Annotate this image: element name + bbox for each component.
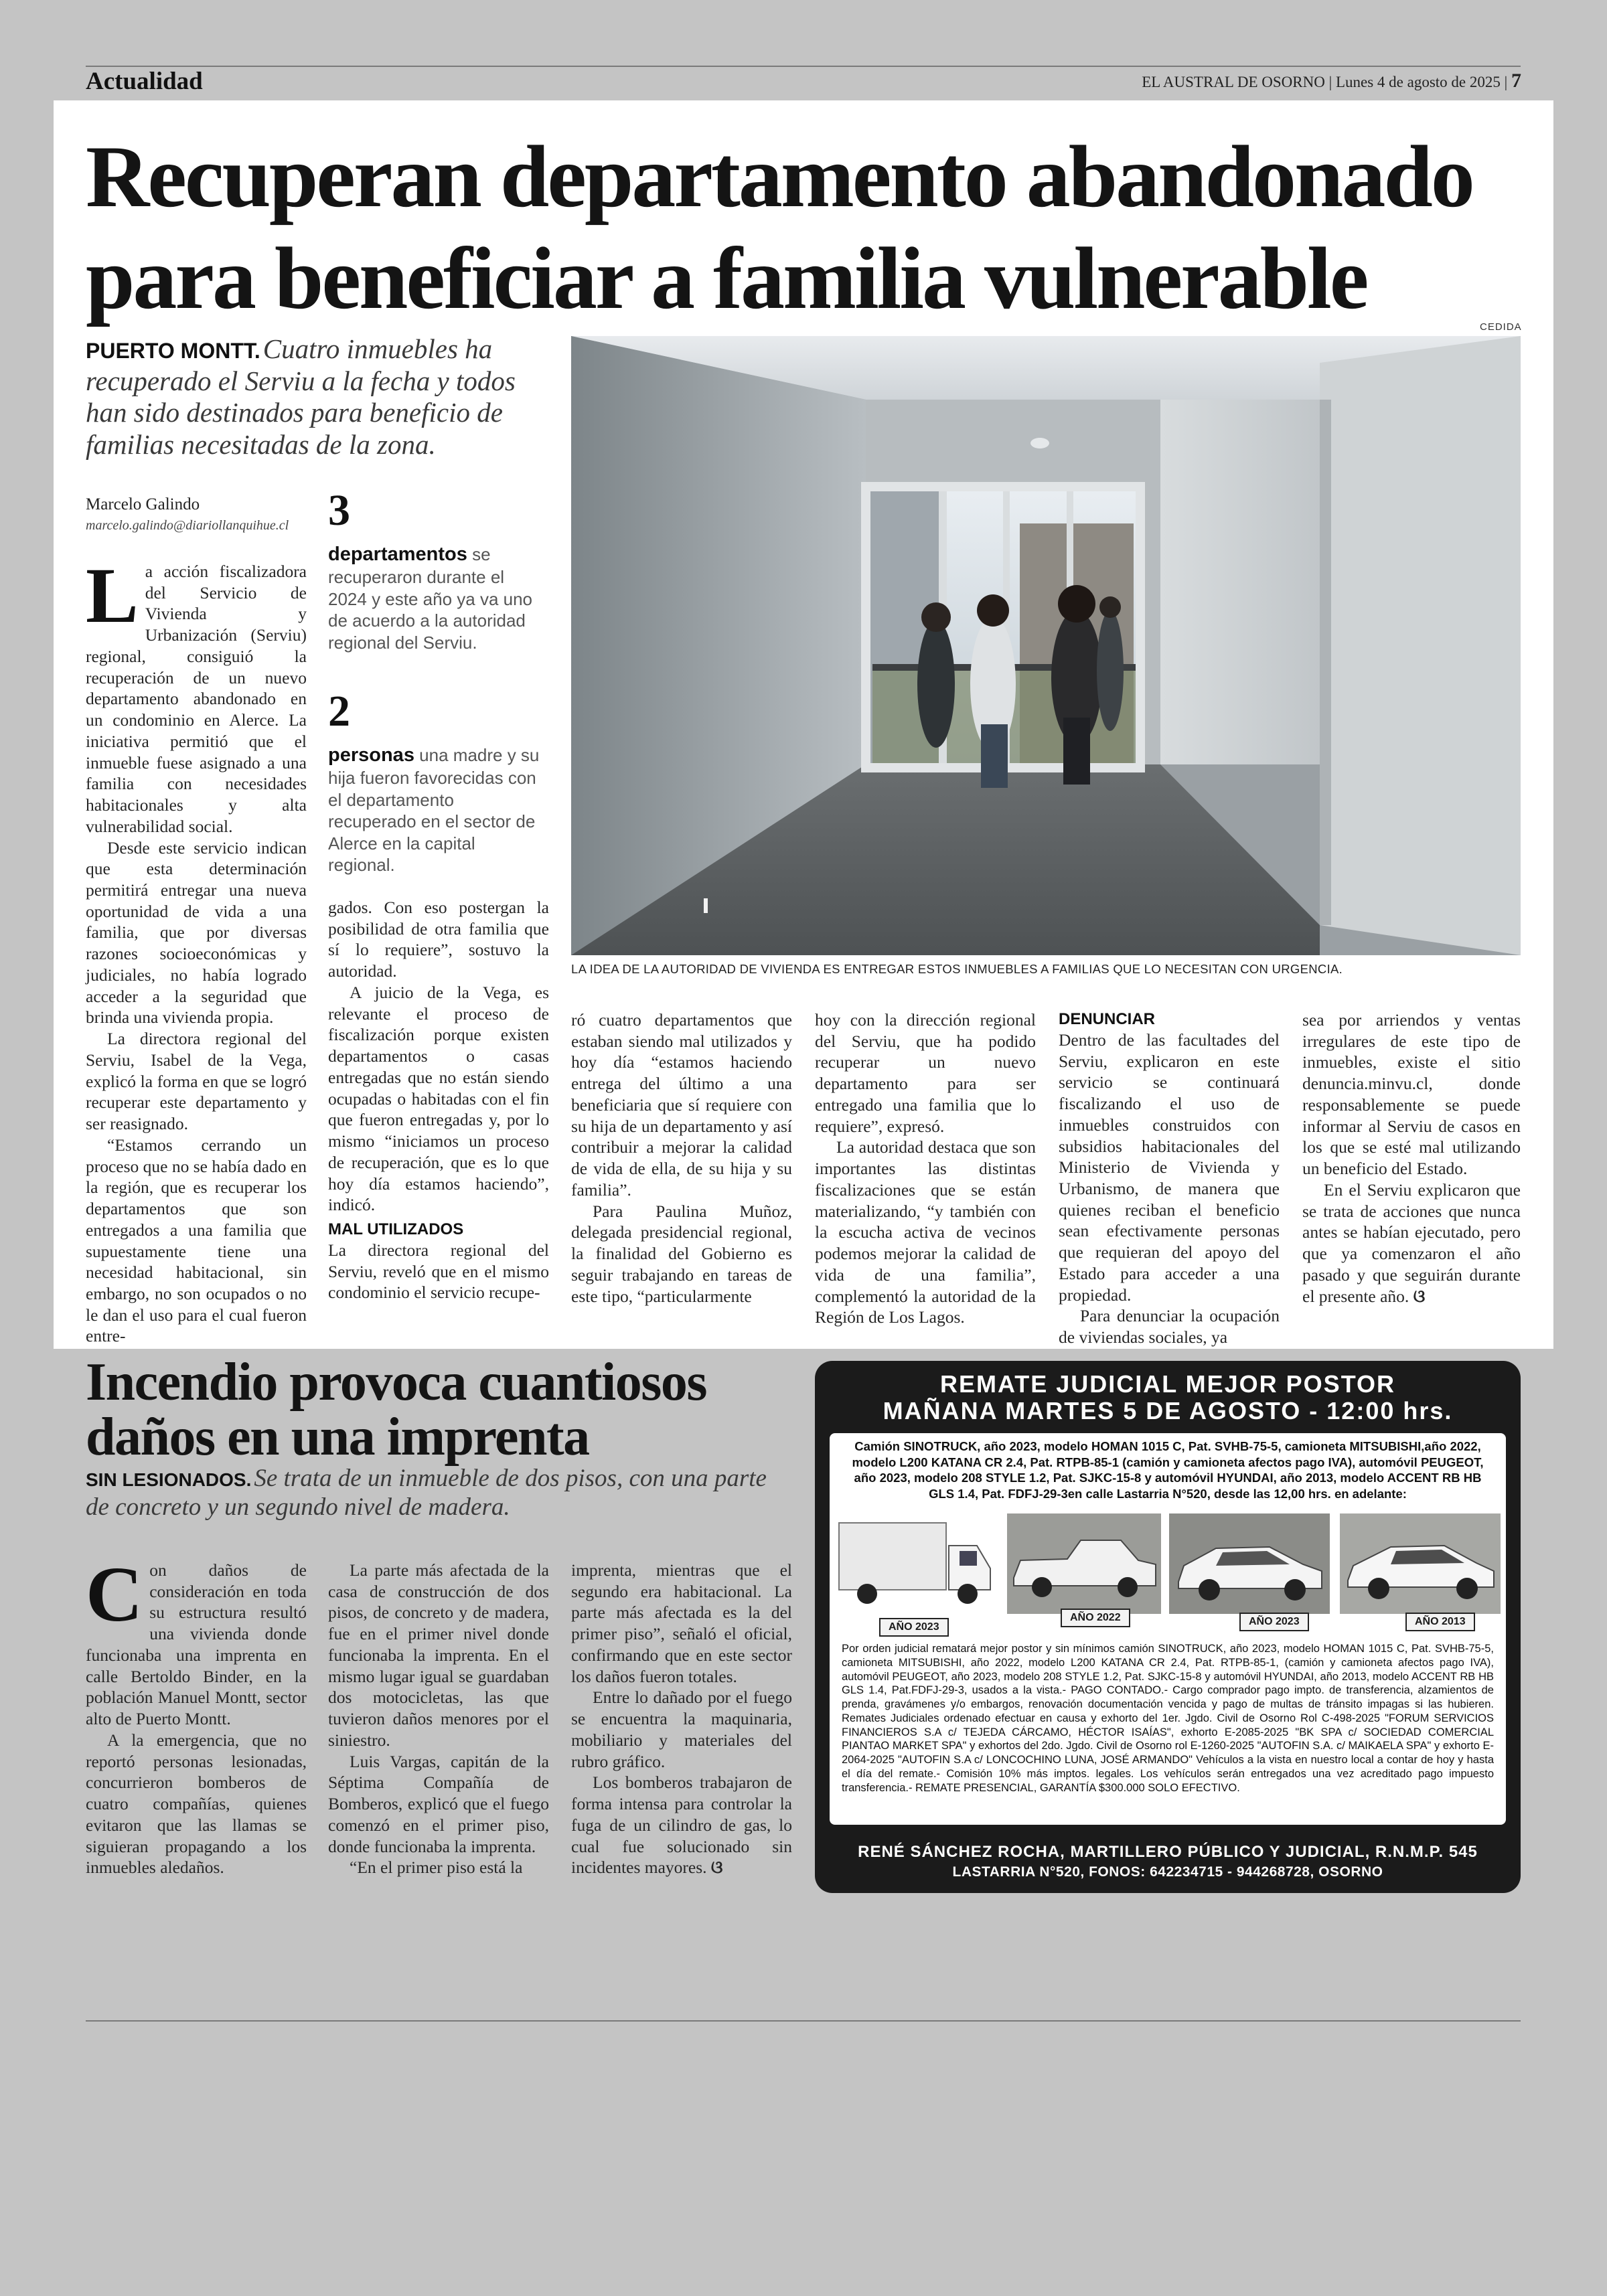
paragraph: “En el primer piso está la <box>350 1858 523 1878</box>
year-tag-peugeot: AÑO 2023 <box>1239 1613 1309 1631</box>
headline-line-2: para beneficiar a familia vulnerable <box>86 229 1367 327</box>
article-deck <box>86 333 541 461</box>
paragraph: En el Serviu explicaron que se trata de acciones que nunca antes se habían ejecutado, pero que ya comenzaron el año pasado y que seguirán durante el presente año. <box>1302 1179 1521 1306</box>
fact-2-text <box>328 743 542 876</box>
paragraph: ró cuatro departamentos que estaban siendo mal utilizados y hoy día “estamos haciendo entrega del último a una beneficiaria que sí requiere con su hija de un departamento y así contribuir a mejorar la calidad de vida de ella, de su hija y su familia”. <box>571 1010 792 1200</box>
fire-drop-cap: C <box>86 1550 143 1638</box>
bottom-rule <box>86 2020 1521 2022</box>
apartment-interior-photo <box>571 336 1521 955</box>
fact-2-bold: personas <box>328 744 414 766</box>
ad-content-box <box>830 1433 1506 1825</box>
photo-credit: CEDIDA <box>1480 321 1522 333</box>
paragraph: gados. Con eso postergan la posibilidad de otra familia que sí lo requiere”, sostuvo la autoridad. <box>328 898 549 981</box>
fact-box-1 <box>328 486 542 653</box>
paragraph: sea por arriendos y ventas irregulares de este tipo de inmuebles, existe el sitio denuncia.minvu.cl, donde responsablemente se puede informar al Serviu de casos en los que se esté mal utilizando un beneficio del Estado. <box>1302 1010 1521 1179</box>
fact-2-desc: una madre y su hija fueron favorecidas con el departamento recuperado en el sector de Alerce en la capital regional. <box>328 745 540 876</box>
fact-1-text <box>328 542 542 653</box>
paragraph: A juicio de la Vega, es relevante el proceso de fiscalización porque existen departamentos o casas entregadas que no están siendo ocupadas o habitadas con el fin que fueron entregadas y, por lo mismo “iniciamos un proceso de recuperación, que es lo que hoy día estamos haciendo”, indicó. <box>328 982 549 1215</box>
article-column-1 <box>86 552 307 1347</box>
paragraph: Para denunciar la ocupación de viviendas sociales, ya <box>1059 1306 1280 1347</box>
section-label: Actualidad <box>86 68 203 95</box>
publication-name: EL AUSTRAL DE OSORNO <box>1142 74 1325 90</box>
ad-title-line-1: REMATE JUDICIAL MEJOR POSTOR <box>939 1370 1396 1398</box>
fire-column-1 <box>86 1550 307 1878</box>
year-tag-pickup: AÑO 2022 <box>1061 1609 1130 1627</box>
fire-article-headline <box>86 1353 707 1467</box>
headline-line-1: Recuperan departamento abandonado <box>86 127 1473 226</box>
article-column-6 <box>1302 1009 1521 1307</box>
paragraph: A la emergencia, que no reportó personas lesionadas, concurrieron bomberos de cuatro compañías, quienes evitaron que las llamas se siguieran propagando a los inmuebles aledaños. <box>86 1730 307 1878</box>
paragraph: imprenta, mientras que el segundo era habitacional. La parte más afectada es la del primer piso”, señaló el oficial, confirmando que en este sector los daños fueron totales. <box>571 1560 792 1686</box>
truck-photo <box>835 1513 996 1614</box>
publication-info <box>1142 70 1521 92</box>
drop-cap: L <box>86 552 139 639</box>
paragraph: Los bomberos trabajaron de forma intensa para controlar la fuga de un cilindro de gas, lo cual fue solucionado sin incidentes mayores. <box>571 1773 792 1878</box>
ad-footer-line-1: RENÉ SÁNCHEZ ROCHA, MARTILLERO PÚBLICO Y JUDICIAL, R.N.M.P. 545 <box>858 1843 1478 1861</box>
auction-advertisement <box>815 1361 1521 1893</box>
paragraph: Para Paulina Muñoz, delegada presidencial regional, la finalidad del Gobierno es seguir trabajando en tareas de este tipo, “particularmente <box>571 1201 792 1306</box>
deck-text: Cuatro inmuebles ha recuperado el Serviu a la fecha y todos han sido destinados para beneficio de familias necesitadas de la zona. <box>86 333 516 460</box>
paragraph: on daños de consideración en toda su estructura resultó una vivienda donde funcionaba una imprenta en calle Bertoldo Binder, en la población Manuel Montt, sector alto de Puerto Montt. <box>86 1560 307 1729</box>
article-headline <box>86 127 1473 327</box>
fact-box-2 <box>328 689 542 876</box>
paragraph: Desde este servicio indican que esta determinación permitirá entregar una nueva oportunidad de vida a una familia, que por diversas razones socioeconómicas y judiciales, no había logrado acceder a la seguridad que brinda una vivienda propia. <box>86 837 307 1028</box>
kicker: PUERTO MONTT. <box>86 339 260 363</box>
paragraph: Entre lo dañado por el fuego se encuentra la maquinaria, mobiliario y materiales del rubro gráfico. <box>571 1688 792 1771</box>
byline-email: marcelo.galindo@diariollanquihue.cl <box>86 518 289 533</box>
paragraph: La autoridad destaca que son importantes las distintas fiscalizaciones que se están materializando, “y también con la escucha activa de vecinos podemos mejorar la calidad de vida de una familia”, complementó la autoridad de la Región de Los Lagos. <box>815 1137 1036 1327</box>
ad-summary: Camión SINOTRUCK, año 2023, modelo HOMAN 1015 C, Pat. SVHB-75-5, camioneta MITSUBISHI,año 2022, modelo L200 KATANA CR 2.4, Pat. RTPB-85-1 (camión y camioneta afectos pago IVA), automóvil PEUGEOT, año 2023, modelo 208 STYLE 1.2, Pat. SJKC-15-8 y automóvil HYUNDAI, año 2013, modelo ACCENT RB HB GLS 1.4, Pat. FDFJ-29-3en calle Lastarria N°520, desde las 12,00 hrs. en adelante: <box>852 1439 1484 1501</box>
year-tag-truck: AÑO 2023 <box>879 1618 949 1637</box>
byline-name: Marcelo Galindo <box>86 495 200 513</box>
issue-date: | Lunes 4 de agosto de 2025 | <box>1328 74 1508 90</box>
article-photo <box>571 336 1521 955</box>
paragraph: Dentro de las facultades del Serviu, explicaron en este servicio se continuará fiscalizando el uso de inmuebles construidos con subsidios habitacionales del Ministerio de Vivienda y Urbanismo, de manera que quienes reciban el beneficio sean efectivamente personas que requieran del apoyo del Estado para acceder a una propiedad. <box>1059 1030 1280 1305</box>
paragraph: Luis Vargas, capitán de la Séptima Compañía de Bomberos, explicó que el fuego comenzó en el primer piso, donde funcionaba la imprenta. <box>328 1751 549 1856</box>
ad-footer-line-2: LASTARRIA N°520, FONOS: 642234715 - 944268728, OSORNO <box>952 1864 1383 1880</box>
year-tag-hyundai: AÑO 2013 <box>1405 1613 1475 1631</box>
pickup-truck-photo <box>1007 1513 1161 1614</box>
article-column-3 <box>571 1009 792 1307</box>
paragraph: “Estamos cerrando un proceso que no se había dado en la región, que es recuperar los departamentos que son entregados a una familia que supuestamente tiene una necesidad habitacional, sin embargo, no son ocupados o no le dan el uso para el cual fueron entre- <box>86 1135 307 1346</box>
byline <box>86 495 289 534</box>
fact-1-bold: departamentos <box>328 544 467 565</box>
paragraph: La parte más afectada de la casa de construcción de dos pisos, de concreto y de madera, fue en el primer nivel donde funcionaba la imprenta. En el mismo lugar igual se guardaban dos motocicletas, las que tuvieron daños menores por el siniestro. <box>328 1560 549 1750</box>
end-mark-icon: ଓ <box>710 1858 723 1878</box>
ad-title-line-2: MAÑANA MARTES 5 DE AGOSTO - 12:00 hrs. <box>883 1397 1453 1424</box>
fire-headline-line-2: daños en una imprenta <box>86 1408 589 1467</box>
fire-headline-line-1: Incendio provoca cuantiosos <box>86 1353 707 1412</box>
article-column-5 <box>1059 1009 1280 1348</box>
paragraph: La directora regional del Serviu, reveló que en el mismo condominio el servicio recupe- <box>328 1240 549 1303</box>
fire-article-deck <box>86 1465 769 1522</box>
fact-2-number: 2 <box>328 687 350 736</box>
subhead-denunciar: DENUNCIAR <box>1059 1010 1155 1028</box>
photo-caption: LA IDEA DE LA AUTORIDAD DE VIVIENDA ES ENTREGAR ESTOS INMUEBLES A FAMILIAS QUE LO NECESITAN CON URGENCIA. <box>571 962 1343 976</box>
peugeot-car-photo <box>1169 1513 1330 1614</box>
fire-deck-text: Se trata de un inmueble de dos pisos, con una parte de concreto y un segundo nivel de madera. <box>86 1465 767 1521</box>
fire-column-3 <box>571 1560 792 1879</box>
header-top-rule <box>86 66 1521 67</box>
article-column-4 <box>815 1009 1036 1328</box>
article-column-2 <box>328 897 549 1303</box>
end-mark-icon: ଓ <box>1413 1287 1426 1306</box>
paragraph: La directora regional del Serviu, Isabel de la Vega, explicó la forma en que se logró recuperar este departamento y ser reasignado. <box>86 1029 307 1134</box>
page-number: 7 <box>1511 70 1521 92</box>
hyundai-car-photo <box>1340 1513 1501 1614</box>
fact-1-desc: se recuperaron durante el 2024 y este año ya va uno de acuerdo a la autoridad regional del Serviu. <box>328 544 533 653</box>
paragraph: a acción fiscalizadora del Servicio de Vivienda y Urbanización (Serviu) regional, consiguió la recuperación de un nuevo departamento abandonado en un condominio en Alerce. La iniciativa permitió que el inmueble fuese asignado a una familia con necesidades habitacionales y alta vulnerabilidad social. <box>86 562 307 836</box>
subhead-mal-utilizados: MAL UTILIZADOS <box>328 1220 464 1239</box>
fire-column-2 <box>328 1560 549 1878</box>
ad-legal-text: Por orden judicial rematará mejor postor y sin mínimos camión SINOTRUCK, año 2023, modelo HOMAN 1015 C, Pat. SVHB-75-5, camioneta MITSUBISHI, año 2022, modelo L200 KATANA CR 2.4, Pat. RTPB-85-1, (camión y camioneta afectos pago IVA), automóvil PEUGEOT, año 2023, modelo 208 STYLE 1.2, Pat. SJKC-15-8 y automóvil HYUNDAI, año 2013, modelo ACCENT RB HB GLS 1.4, Pat.FDFJ-29-3, usados a la vista.- PAGO CONTADO.- Cargo comprador pago impto. de transferencia, alzamientos de prenda, gravámenes y/o embargos, renovación documentación vencida y pago de multas de tránsito impagas si las hubieren. Remates Judiciales ordenado efectuar en causa y exhorto del 1er. Jgdo. Civil de Osorno Rol C-498-2025 "FORUM SERVICIOS FINANCIEROS S.A c/ TEJEDA CÁRCAMO, HÉCTOR ISAÍAS", exhorto E-2085-2025 "BK SPA c/ SOCIEDAD COMERCIAL PIANTAO MARKET SPA" y exhortos del 2do. Jgdo. Civil de Osorno rol E-1260-2025 "AUTOFIN S.A. c/ MAIKAELA SPA" y exhorto E-2064-2025 "AUTOFIN S.A c/ LONCOCHINO LUNA, JOSÉ ARMANDO" Vehículos a la vista en nuestro local a contar de hoy y hasta el día del remate.- Comisión 10% más imptos. legales. Los vehículos serán entregados una vez acreditado pago impuesto transferencia.- REMATE PRESENCIAL, GARANTÍA $300.000 SOLO EFECTIVO. <box>842 1643 1494 1794</box>
fact-1-number: 3 <box>328 486 350 535</box>
paragraph: hoy con la dirección regional del Serviu, que ha podido recuperar un nuevo departamento para ser entregado una familia que lo requiere”, expresó. <box>815 1010 1036 1136</box>
fire-kicker: SIN LESIONADOS. <box>86 1469 252 1490</box>
